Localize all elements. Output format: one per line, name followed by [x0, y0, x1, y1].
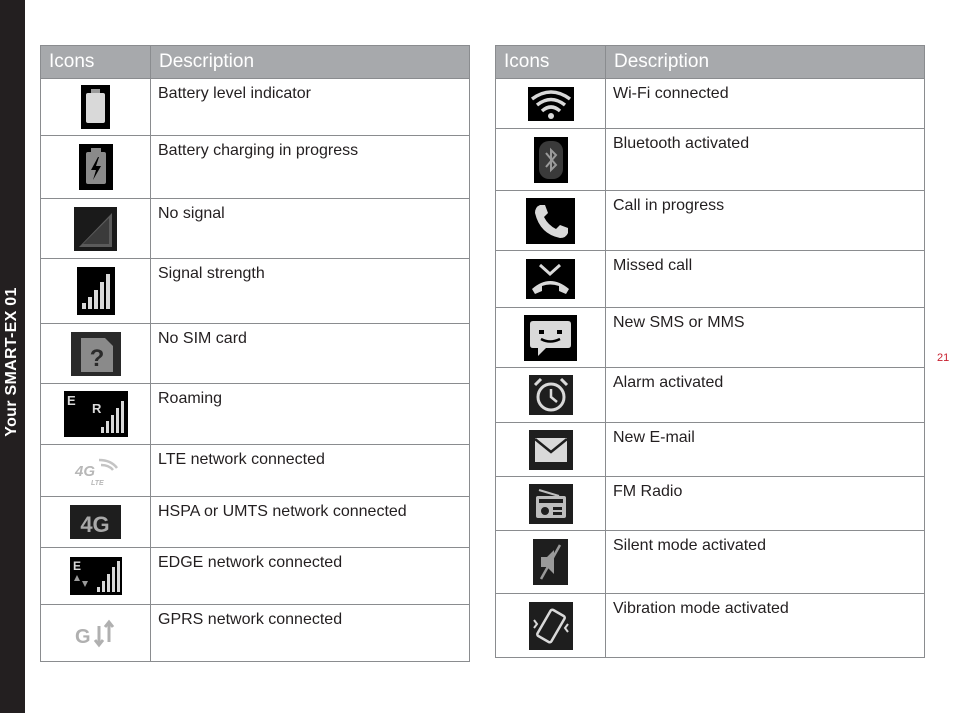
description-cell: Battery level indicator — [151, 79, 470, 136]
table-row — [41, 136, 470, 199]
description-cell: GPRS network connected — [151, 605, 470, 662]
description-cell: Wi-Fi connected — [606, 79, 925, 129]
icon-cell — [496, 477, 606, 531]
vibration-icon — [529, 602, 573, 650]
icon-cell — [496, 79, 606, 129]
icon-cell — [41, 136, 151, 199]
hspa-4g-label: 4G — [80, 512, 110, 537]
table-row — [496, 423, 925, 477]
icon-cell — [496, 423, 606, 477]
side-title: Your SMART-EX 01 — [3, 287, 20, 437]
alarm-icon — [529, 375, 573, 415]
description-cell: Missed call — [606, 251, 925, 308]
lte-icon — [71, 454, 121, 488]
left-icon-table — [40, 45, 470, 662]
description-cell: No signal — [151, 199, 470, 259]
no-signal-icon — [74, 207, 117, 251]
edge-icon — [70, 557, 122, 595]
roaming-icon — [64, 391, 128, 437]
description-cell: New SMS or MMS — [606, 308, 925, 368]
icon-cell — [496, 129, 606, 191]
description-cell: Alarm activated — [606, 368, 925, 423]
icon-cell — [496, 191, 606, 251]
table-row — [41, 497, 470, 548]
table-row — [496, 308, 925, 368]
sms-icon — [524, 315, 577, 361]
icon-cell — [41, 497, 151, 548]
icon-cell — [496, 594, 606, 658]
radio-icon — [529, 484, 573, 524]
no-sim-icon — [71, 332, 121, 376]
missed-call-icon — [526, 259, 575, 299]
lte-sub-label: LTE — [90, 479, 104, 487]
icon-cell — [41, 259, 151, 324]
table-header-row — [41, 46, 470, 79]
table-row — [41, 199, 470, 259]
table-header-row — [496, 46, 925, 79]
table-row — [496, 594, 925, 658]
description-cell: Silent mode activated — [606, 531, 925, 594]
column-header-icons: Icons — [496, 46, 606, 79]
table-row — [496, 531, 925, 594]
icon-cell — [496, 368, 606, 423]
description-cell: Vibration mode activated — [606, 594, 925, 658]
table-row — [496, 477, 925, 531]
table-row — [496, 129, 925, 191]
description-cell: New E-mail — [606, 423, 925, 477]
description-cell: No SIM card — [151, 324, 470, 384]
lte-4g-label: 4G — [74, 462, 95, 480]
wifi-icon — [528, 87, 574, 121]
column-header-description: Description — [606, 46, 925, 79]
column-header-icons: Icons — [41, 46, 151, 79]
icon-cell — [41, 445, 151, 497]
description-cell: HSPA or UMTS network connected — [151, 497, 470, 548]
description-cell: EDGE network connected — [151, 548, 470, 605]
description-cell: Battery charging in progress — [151, 136, 470, 199]
icon-cell — [41, 548, 151, 605]
icon-cell — [496, 251, 606, 308]
no-sim-mark: ? — [89, 344, 104, 372]
battery-charging-icon — [79, 144, 113, 190]
table-row — [496, 79, 925, 129]
icon-cell — [41, 384, 151, 445]
description-cell: FM Radio — [606, 477, 925, 531]
right-icon-table — [495, 45, 925, 658]
table-row — [41, 384, 470, 445]
roaming-e-label: E — [66, 393, 76, 408]
email-icon — [529, 430, 573, 470]
description-cell: Bluetooth activated — [606, 129, 925, 191]
description-cell: Roaming — [151, 384, 470, 445]
roaming-r-label: R — [91, 401, 101, 416]
description-cell: Call in progress — [606, 191, 925, 251]
page-number: 21 — [937, 352, 950, 364]
gprs-icon — [73, 618, 119, 648]
description-cell: Signal strength — [151, 259, 470, 324]
icon-cell — [41, 605, 151, 662]
edge-e-label: E — [72, 559, 81, 573]
table-row — [41, 79, 470, 136]
side-band — [0, 0, 25, 713]
silent-icon — [533, 539, 568, 585]
icon-cell — [41, 199, 151, 259]
description-cell: LTE network connected — [151, 445, 470, 497]
table-row — [41, 548, 470, 605]
bluetooth-icon — [534, 137, 568, 183]
icon-cell — [496, 531, 606, 594]
table-row — [41, 259, 470, 324]
call-icon — [526, 198, 575, 244]
gprs-g-label: G — [74, 626, 91, 648]
icon-cell — [41, 324, 151, 384]
table-row — [496, 368, 925, 423]
table-row — [41, 445, 470, 497]
icon-cell — [496, 308, 606, 368]
battery-icon — [81, 85, 110, 129]
table-row — [41, 324, 470, 384]
4g-icon — [70, 505, 121, 539]
table-row — [496, 191, 925, 251]
icon-cell — [41, 79, 151, 136]
table-row — [496, 251, 925, 308]
signal-strength-icon — [77, 267, 115, 315]
column-header-description: Description — [151, 46, 470, 79]
table-row — [41, 605, 470, 662]
